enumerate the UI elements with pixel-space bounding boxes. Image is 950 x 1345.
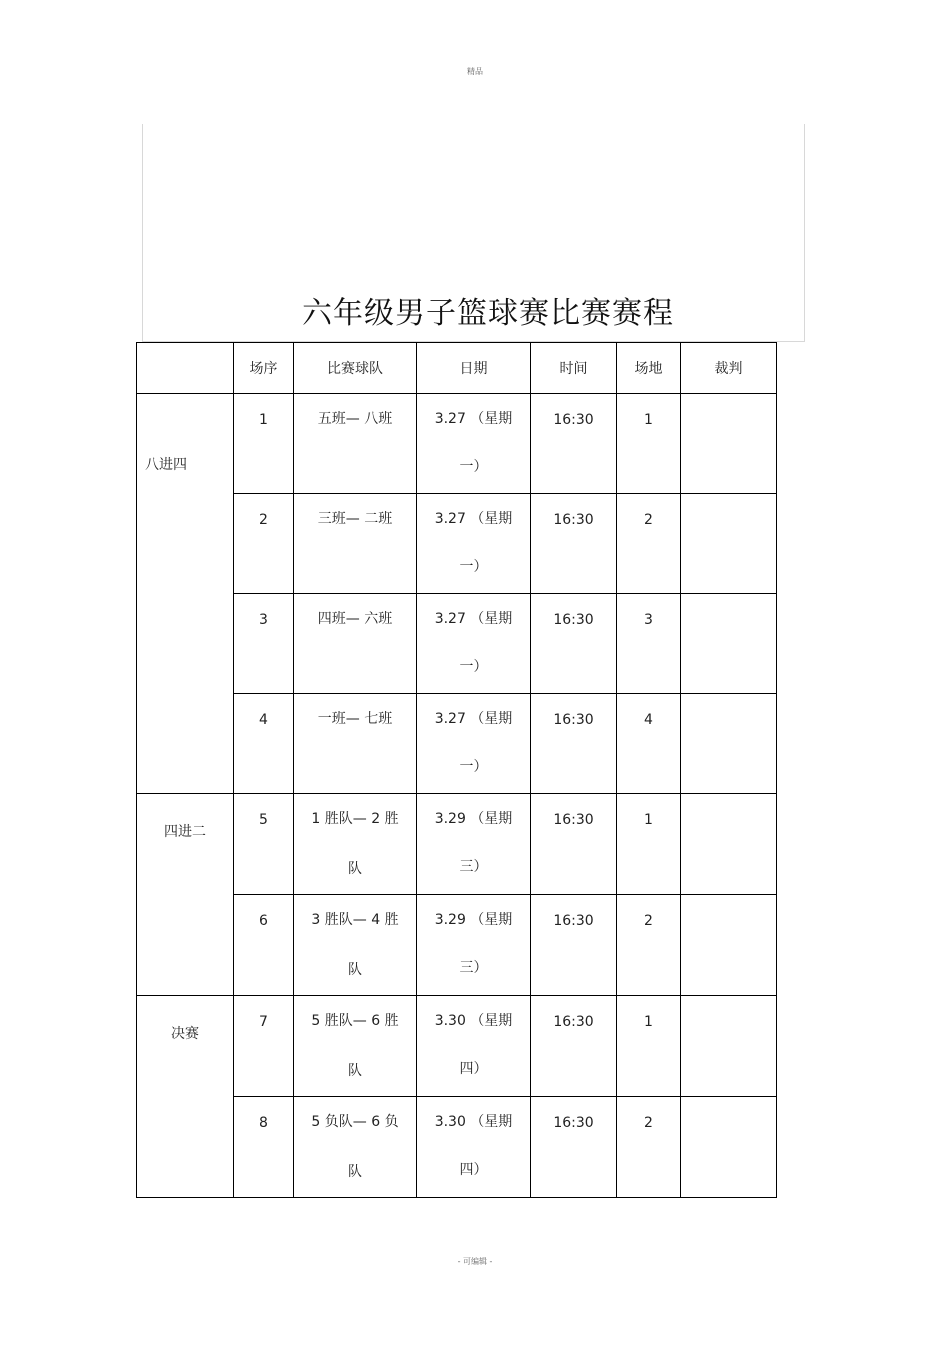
teams-cell: 5 负队— 6 负 队 [294,1097,417,1198]
teams-cell: 三班— 二班 [294,494,417,594]
header-cell-match-no: 场序 [234,343,294,394]
stage-label: 四进二 [164,824,206,840]
header-cell-stage [137,343,234,394]
date-cell: 3.27 （星期 一） [417,494,531,594]
date-cell: 3.27 （星期 一） [417,594,531,694]
time-cell: 16:30 [531,694,617,794]
venue-cell: 2 [617,494,681,594]
table-row [137,794,777,895]
time-cell: 16:30 [531,394,617,494]
time-cell: 16:30 [531,895,617,996]
teams-cell: 5 胜队— 6 胜 队 [294,996,417,1097]
stage-cell [137,794,234,996]
time-cell: 16:30 [531,1097,617,1198]
teams-cell: 1 胜队— 2 胜 队 [294,794,417,895]
referee-cell [681,394,777,494]
date-cell: 3.29 （星期 三） [417,895,531,996]
stage-label: 八进四 [145,457,187,473]
page-header-note: 精品 [467,67,483,76]
page-title: 六年级男子篮球赛比赛赛程 [302,296,674,331]
time-cell: 16:30 [531,494,617,594]
teams-cell: 五班— 八班 [294,394,417,494]
venue-cell: 4 [617,694,681,794]
match-no-cell: 4 [234,694,294,794]
referee-cell [681,794,777,895]
time-cell: 16:30 [531,996,617,1097]
match-no-cell: 2 [234,494,294,594]
match-no-cell: 6 [234,895,294,996]
date-cell: 3.27 （星期 一） [417,694,531,794]
teams-cell: 3 胜队— 4 胜 队 [294,895,417,996]
table-row [137,996,777,1097]
teams-cell: 一班— 七班 [294,694,417,794]
teams-cell: 四班— 六班 [294,594,417,694]
date-cell: 3.29 （星期 三） [417,794,531,895]
match-no-cell: 5 [234,794,294,895]
header-cell-teams: 比赛球队 [294,343,417,394]
table-header-row [137,343,777,394]
venue-cell: 2 [617,895,681,996]
venue-cell: 2 [617,1097,681,1198]
stage-cell [137,996,234,1198]
header-cell-date: 日期 [417,343,531,394]
header-cell-referee: 裁判 [681,343,777,394]
referee-cell [681,996,777,1097]
table-row [137,394,777,494]
match-no-cell: 8 [234,1097,294,1198]
match-no-cell: 1 [234,394,294,494]
date-cell: 3.27 （星期 一） [417,394,531,494]
time-cell: 16:30 [531,794,617,895]
match-no-cell: 7 [234,996,294,1097]
stage-cell [137,394,234,794]
venue-cell: 3 [617,594,681,694]
referee-cell [681,594,777,694]
referee-cell [681,1097,777,1198]
date-cell: 3.30 （星期 四） [417,1097,531,1198]
match-no-cell: 3 [234,594,294,694]
time-cell: 16:30 [531,594,617,694]
schedule-table [136,342,777,1198]
page-footer-note: - 可编辑 - [457,1257,493,1266]
header-cell-venue: 场地 [617,343,681,394]
referee-cell [681,694,777,794]
venue-cell: 1 [617,996,681,1097]
venue-cell: 1 [617,394,681,494]
venue-cell: 1 [617,794,681,895]
referee-cell [681,895,777,996]
stage-label: 决赛 [171,1026,199,1042]
referee-cell [681,494,777,594]
header-cell-time: 时间 [531,343,617,394]
date-cell: 3.30 （星期 四） [417,996,531,1097]
